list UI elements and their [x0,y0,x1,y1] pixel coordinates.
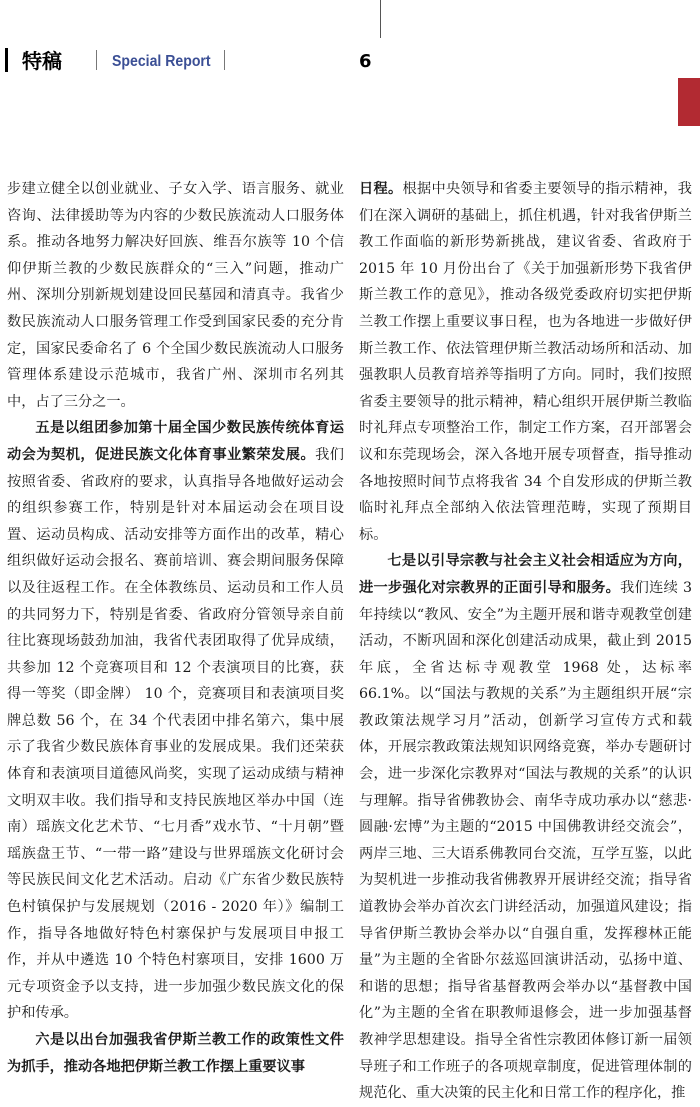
section-title-en: Special Report [112,53,211,70]
paragraph [359,176,692,548]
paragraph-text: 我们按照省委、省政府的要求，认真指导各地做好运动会的组织参赛工作，特别是针对本届运动会在项目设置、运动员构成、活动安排等方面作出的改革，精心组织做好运动会报名、赛前培训、赛会期间服务保障以及往返程工作。在全体教练员、运动员和工作人员的共同努力下，特别是省委、省政府分管领导亲自前往比赛现场鼓劲加油，我省代表团取得了优异成绩，共参加 12 个竞赛项目和 12 个表演项目的比赛，获得一等奖（即金牌） 10 个，竞赛项目和表演项目奖牌总数 56 个，在 34 个代表团中排名第六，集中展示了我省少数民族体育事业的发展成果。我们还荣获体育和表演项目道德风尚奖，实现了运动成绩与精神文明双丰收。我们指导和支持民族地区举办中国（连南）瑶族文化艺术节、“七月香”戏水节、“十月朝”暨瑶族盘王节、“一带一路”建设与世界瑶族文化研讨会等民族民间文化艺术活动。启动《广东省少数民族特色村镇保护与发展规划（2016 - 2020 年）》编制工作，指导各地做好特色村寨保护与发展项目申报工作，并从中遴选 10 个特色村寨项目，安排 1600 万元专项资金予以支持，进一步加强少数民族文化的保护和传承。 [7,446,344,1022]
paragraph-lead: 六是以出台加强我省伊斯兰教工作的政策性文件为抓手，推动各地把伊斯兰教工作摆上重要议事 [7,1032,344,1075]
paragraph [359,548,692,1106]
paragraph [7,415,344,1027]
corner-accent [678,78,700,126]
paragraph-lead: 五是以组团参加第十届全国少数民族传统体育运动会为契机，促进民族文化体育事业繁荣发展。 [7,420,344,463]
header-separator [96,50,97,70]
left-column [7,176,344,1080]
paragraph-text: 我们连续 3 年持续以“教风、安全”为主题开展和谐寺观教堂创建活动，不断巩固和深化创建活动成果，截止到 2015 年底，全省达标寺观教堂 1968 处，达标率 66.1%。以“国法与教规的关系”为主题组织开展“宗教政策法规学习月”活动，创新学习宣传方式和载体，开展宗教政策法规知识网络竞赛，举办专题研讨会，进一步深化宗教界对“国法与教规的关系”的认识与理解。指导省佛教协会、南华寺成功承办以“慈悲·圆融·宏博”为主题的“2015 中国佛教讲经交流会”，两岸三地、三大语系佛教同台交流，互学互鉴，以此为契机进一步推动我省佛教界开展讲经交流；指导省道教协会举办首次玄门讲经活动，加强道风建设；指导省伊斯兰教协会举办以“自强自重，发挥穆林正能量”为主题的全省卧尔兹巡回演讲活动，弘扬中道、和谐的思想；指导省基督教两会举办以“基督教中国化”为主题的全省在职教师退修会，进一步加强基督教神学思想建设。指导全省性宗教团体修订新一届领导班子和工作班子的各项规章制度，促进管理体制的规范化、重大决策的民主化和日常工作的程序化，推 [359,579,692,1102]
page-number: 6 [359,51,372,72]
header-bar [5,48,8,72]
right-column [359,176,692,1107]
paragraph-lead: 日程。 [359,181,403,197]
paragraph-lead: 七是以引导宗教与社会主义社会相适应为方向，进一步强化对宗教界的正面引导和服务。 [359,553,692,596]
paragraph [7,1027,344,1080]
section-title-cn: 特稿 [22,49,62,73]
page-header [0,0,700,80]
paragraph-text: 步建立健全以创业就业、子女入学、语言服务、就业咨询、法律援助等为内容的少数民族流动人口服务体系。推动各地努力解决好回族、维吾尔族等 10 个信仰伊斯兰教的少数民族群众的“三入”问题，推动广州、深圳分别新规划建设回民墓园和清真寺。我省少数民族流动人口服务管理工作受到国家民委的充分肯定，国家民委命名了 6 个全国少数民族流动人口服务管理体系建设示范城市，我省广州、深圳市名列其中，占了三分之一。 [7,181,344,410]
paragraph-text: 根据中央领导和省委主要领导的指示精神，我们在深入调研的基础上，抓住机遇，针对我省伊斯兰教工作面临的新形势新挑战，建议省委、省政府于 2015 年 10 月份出台了《关于加强新形势下我省伊斯兰教工作的意见》，推动各级党委政府切实把伊斯兰教工作摆上重要议事日程，也为各地进一步做好伊斯兰教工作、依法管理伊斯兰教活动场所和活动、加强教职人员教育培养等指明了方向。同时，我们按照省委主要领导的批示精神，精心组织开展伊斯兰教临时礼拜点专项整治工作，制定工作方案，召开部署会议和东莞现场会，深入各地开展专项督查，指导推动各地按照时间节点将我省 34 个自发形成的伊斯兰教临时礼拜点全部纳入依法管理范畴，实现了预期目标。 [359,181,692,543]
header-separator [224,50,225,70]
paragraph [7,176,344,415]
